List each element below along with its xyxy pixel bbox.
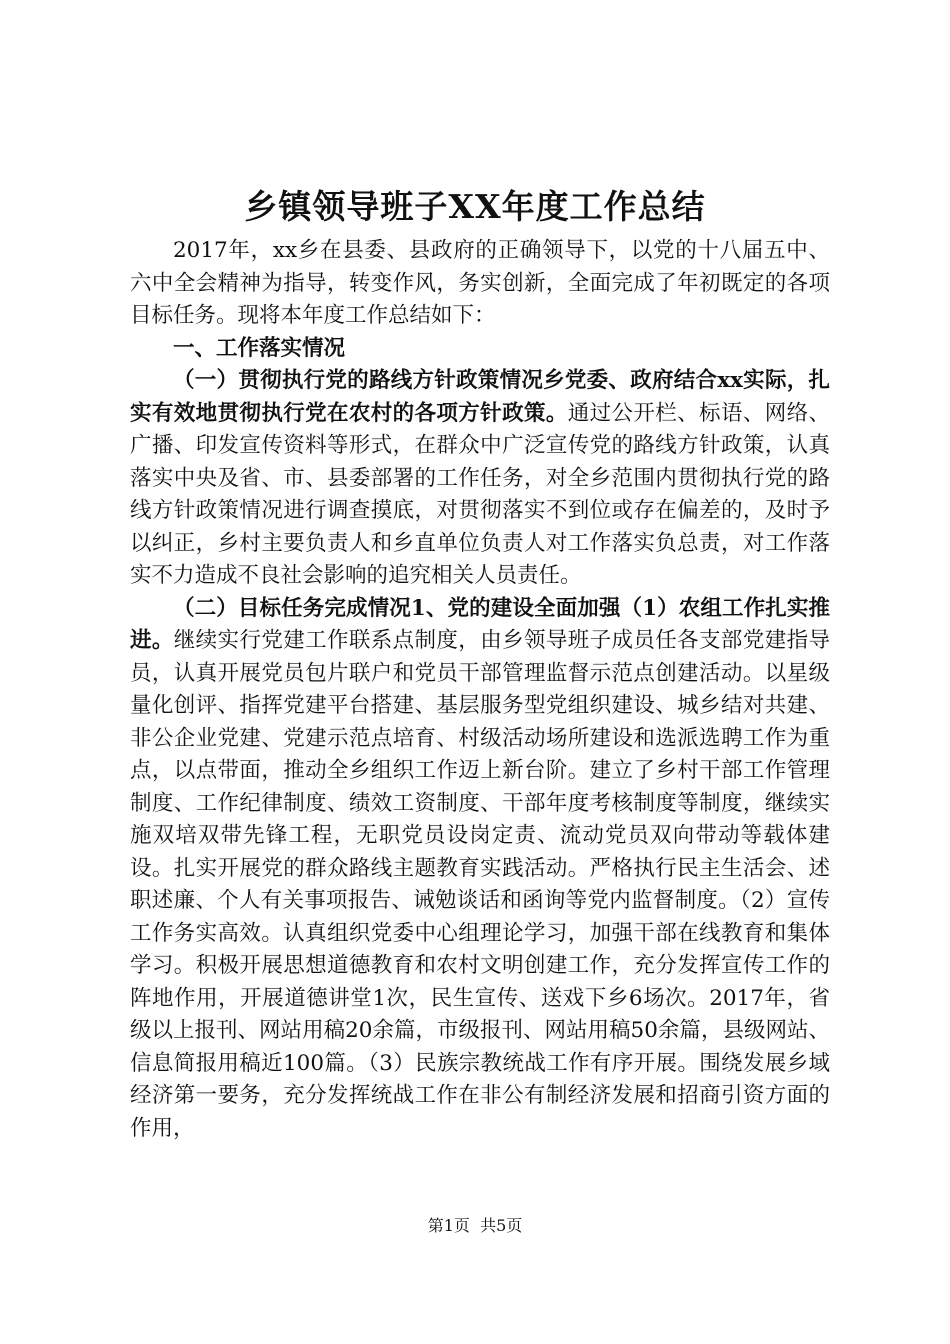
intro-paragraph: 2017年，xx乡在县委、县政府的正确领导下，以党的十八届五中、六中全会精神为指导，转变作风，务实创新，全面完成了年初既定的各项目标任务。现将本年度工作总结如下： [130, 238, 830, 328]
subsection-2-heading: （二）目标任务完成情况1、党的建设全面加强（1）农组工作扎实推进。 [130, 595, 830, 653]
section-heading: 一、工作落实情况 [173, 335, 346, 361]
page-number-label: 第1页 共5页 [427, 1216, 523, 1235]
subsection-1-heading: （一）贯彻执行党的路线方针政策情况乡党委、政府结合xx实际，扎实有效地贯彻执行党在农村的各项方针政策。 [130, 368, 830, 426]
page-footer [0, 1214, 950, 1238]
subsection-1-paragraph [130, 365, 830, 593]
document-title: 乡镇领导班子XX年度工作总结 [244, 187, 706, 226]
document-body [130, 235, 830, 1145]
subsection-2-body: 继续实行党建工作联系点制度，由乡领导班子成员任各支部党建指导员，认真开展党员包片联户和党员干部管理监督示范点创建活动。以星级量化创评、指挥党建平台搭建、基层服务型党组织建设、城乡结对共建、非公企业党建、党建示范点培育、村级活动场所建设和选派选聘工作为重点，以点带面，推动全乡组织工作迈上新台阶。建立了乡村干部工作管理制度、工作纪律制度、绩效工资制度、干部年度考核制度等制度，继续实施双培双带先锋工程，无职党员设岗定责、流动党员双向带动等载体建设。扎实开展党的群众路线主题教育实践活动。严格执行民主生活会、述职述廉、个人有关事项报告、诫勉谈话和函询等党内监督制度。（2）宣传工作务实高效。认真组织党委中心组理论学习，加强干部在线教育和集体学习。积极开展思想道德教育和农村文明创建工作，充分发挥宣传工作的阵地作用，开展道德讲堂1次，民生宣传、送戏下乡6场次。2017年，省级以上报刊、网站用稿20余篇，市级报刊、网站用稿50余篇，县级网站、信息简报用稿近100篇。（3）民族宗教统战工作有序开展。围绕发展乡域经济第一要务，充分发挥统战工作在非公有制经济发展和招商引资方面的作用， [130, 628, 830, 1141]
subsection-2-paragraph [130, 593, 830, 1146]
subsection-1-body: 通过公开栏、标语、网络、广播、印发宣传资料等形式，在群众中广泛宣传党的路线方针政策，认真落实中央及省、市、县委部署的工作任务，对全乡范围内贯彻执行党的路线方针政策情况进行调查摸底，对贯彻落实不到位或存在偏差的，及时予以纠正，乡村主要负责人和乡直单位负责人对工作落实负总责，对工作落实不力造成不良社会影响的追究相关人员责任。 [130, 400, 830, 588]
